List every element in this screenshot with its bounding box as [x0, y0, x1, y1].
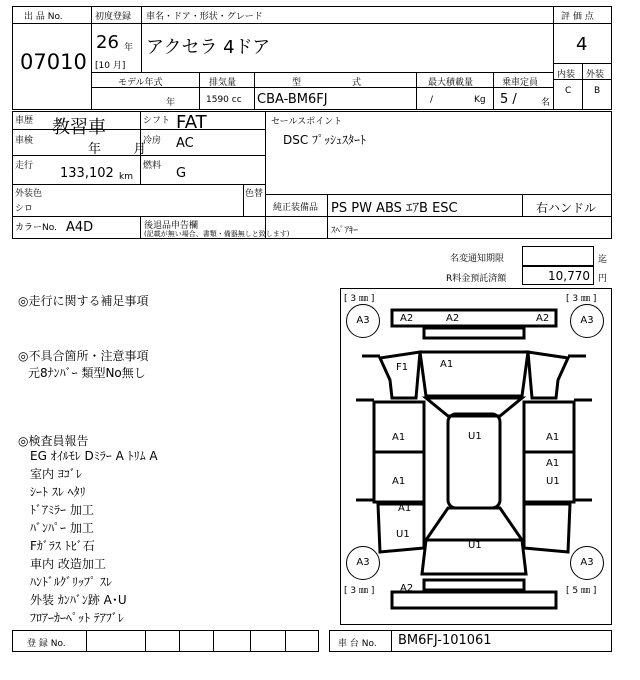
name-change-unit: 迄 — [598, 255, 608, 265]
color-label: 外装色 — [15, 189, 43, 199]
sales-point-label: セールスポイント — [271, 117, 343, 127]
capacity: 5 / — [500, 92, 517, 107]
report-line: 外装 ｶﾝﾊﾞﾝ跡 A･U — [30, 593, 127, 607]
cond-quarter-left-a: A1 — [398, 503, 412, 514]
cond-bumper-left: A2 — [400, 313, 414, 324]
name-change-label: 名変通知期限 — [450, 254, 505, 264]
cond-door-rear-right-a: A1 — [546, 458, 560, 469]
first-reg-year: 26 — [96, 32, 119, 53]
inspector-report-label: ◎検査員報告 — [18, 434, 89, 448]
report-line: EG ｵｲﾙﾓﾚ Dﾐﾗｰ A ﾄﾘﾑ A — [30, 449, 158, 463]
aftermarket-items: ｽﾍﾟｱｷｰ — [331, 226, 359, 236]
steering-side: 右ハンドル — [536, 201, 597, 215]
cond-door-front-right: A1 — [546, 432, 560, 443]
wheel-front-right: A3 — [570, 304, 604, 338]
cond-hood: A1 — [440, 359, 454, 370]
cond-quarter-left-u: U1 — [396, 529, 410, 540]
cond-bumper-center: A2 — [446, 313, 460, 324]
capacity-label: 乗車定員 — [502, 78, 539, 88]
report-line: 車内 改造加工 — [30, 557, 106, 571]
report-line: Fｶﾞﾗｽ ﾄﾋﾞ石 — [30, 539, 95, 553]
wheel-rear-left: A3 — [346, 546, 380, 580]
equipment-label: 純正装備品 — [273, 203, 319, 213]
defects: 元8ﾅﾝﾊﾞｰ 類型No無し — [28, 366, 146, 380]
inspection: 年 月 — [88, 142, 147, 157]
mileage: 133,102 — [60, 166, 114, 181]
cc-label: 排気量 — [209, 78, 237, 88]
first-reg-label: 初度登録 — [95, 12, 132, 22]
max-load-unit: Kg — [474, 95, 486, 105]
history-label: 車歴 — [15, 116, 34, 126]
chassis-no-label: 車 台 No. — [338, 639, 377, 649]
report-line: ﾌﾛｱｰｶｰﾍﾟｯﾄ ﾃｱﾌﾞﾚ — [30, 611, 124, 625]
mileage-label: 走行 — [15, 161, 34, 171]
model-year-unit: 年 — [166, 98, 176, 108]
driving-notes-label: ◎走行に関する補足事項 — [18, 294, 149, 308]
cond-fender-front-left: F1 — [396, 362, 409, 373]
report-line: ﾊﾞﾝﾊﾟｰ 加工 — [30, 521, 94, 535]
cond-door-rear-right-u: U1 — [546, 476, 560, 487]
color-no: A4D — [66, 220, 94, 235]
recycle-label: R料金預託済額 — [446, 274, 507, 284]
cond-bumper-right: A2 — [536, 313, 550, 324]
cond-door-rear-left: A1 — [392, 476, 406, 487]
sales-point: DSC ﾌﾟｯｼｭｽﾀｰﾄ — [283, 133, 367, 147]
aftermarket-label: 後退品申告欄 — [144, 221, 199, 231]
tyre-rear-left: [ 3 ㎜ ] — [344, 586, 375, 596]
fuel-label: 燃料 — [143, 161, 162, 171]
model-type: CBA-BM6FJ — [257, 92, 328, 107]
report-line: ｼｰﾄ ｽﾚ ﾍﾀﾘ — [30, 485, 86, 499]
interior-grade: C — [565, 86, 572, 96]
shift-label: シフト — [143, 116, 171, 126]
first-reg-year-unit: 年 — [124, 43, 134, 53]
tyre-front-right: [ 3 ㎜ ] — [566, 294, 597, 304]
report-line: 室内 ﾖｺﾞﾚ — [30, 467, 82, 481]
report-line: ﾊﾝﾄﾞﾙｸﾞﾘｯﾌﾟ ｽﾚ — [30, 575, 112, 589]
cond-roof: U1 — [468, 431, 482, 442]
ac: AC — [176, 136, 194, 151]
interior-label: 内装 — [557, 70, 576, 80]
fuel: G — [176, 166, 187, 181]
max-load: / — [430, 95, 434, 105]
exterior-label: 外装 — [586, 70, 605, 80]
model-year-label: モデル年式 — [118, 78, 163, 88]
inspection-label: 車検 — [15, 136, 34, 146]
lot-no-label: 出 品 No. — [24, 12, 63, 22]
score-label: 評 価 点 — [561, 12, 594, 22]
wheel-front-left: A3 — [346, 304, 380, 338]
report-line: ﾄﾞｱﾐﾗｰ 加工 — [30, 503, 94, 517]
name-change-box — [522, 246, 594, 266]
tyre-rear-right: [ 5 ㎜ ] — [566, 586, 597, 596]
type-label: 型 — [292, 78, 302, 88]
chassis-no: BM6FJ-101061 — [398, 633, 492, 648]
tyre-front-left: [ 3 ㎜ ] — [344, 294, 375, 304]
shift: FAT — [176, 112, 207, 133]
cond-rear-bumper: A2 — [400, 583, 414, 594]
ac-label: 冷房 — [143, 136, 162, 146]
recycle-unit: 円 — [598, 274, 608, 284]
type-label-2: 式 — [352, 78, 362, 88]
wheel-rear-right: A3 — [570, 546, 604, 580]
exterior-grade: B — [594, 86, 601, 96]
car-diagram — [340, 288, 612, 625]
body-color: シロ — [15, 204, 34, 214]
recycle-fee: 10,770 — [548, 269, 590, 283]
color-change-label: 色替 — [245, 189, 264, 199]
cond-door-front-left: A1 — [392, 432, 406, 443]
equipment: PS PW ABS ｴｱB ESC — [331, 201, 458, 216]
defects-label: ◎不具合箇所・注意事項 — [18, 349, 149, 363]
aftermarket-note: (記載が無い場合、書類・備器無しと致します) — [144, 230, 290, 238]
first-reg-month: [10 月] — [95, 61, 126, 71]
lot-no: 07010 — [20, 50, 87, 74]
cond-trunk: U1 — [468, 540, 482, 551]
history: 教習車 — [52, 117, 106, 138]
max-load-label: 最大積載量 — [428, 78, 474, 88]
capacity-unit: 名 — [541, 98, 551, 108]
car-name: アクセラ 4ドア — [146, 37, 271, 58]
color-no-label: カラーNo. — [15, 223, 57, 233]
car-name-label: 車名・ドア・形状・グレード — [146, 12, 263, 22]
mileage-unit: km — [119, 172, 133, 182]
score: 4 — [576, 34, 588, 55]
reg-no-label: 登 録 No. — [27, 639, 66, 649]
cc: 1590 cc — [206, 95, 242, 105]
